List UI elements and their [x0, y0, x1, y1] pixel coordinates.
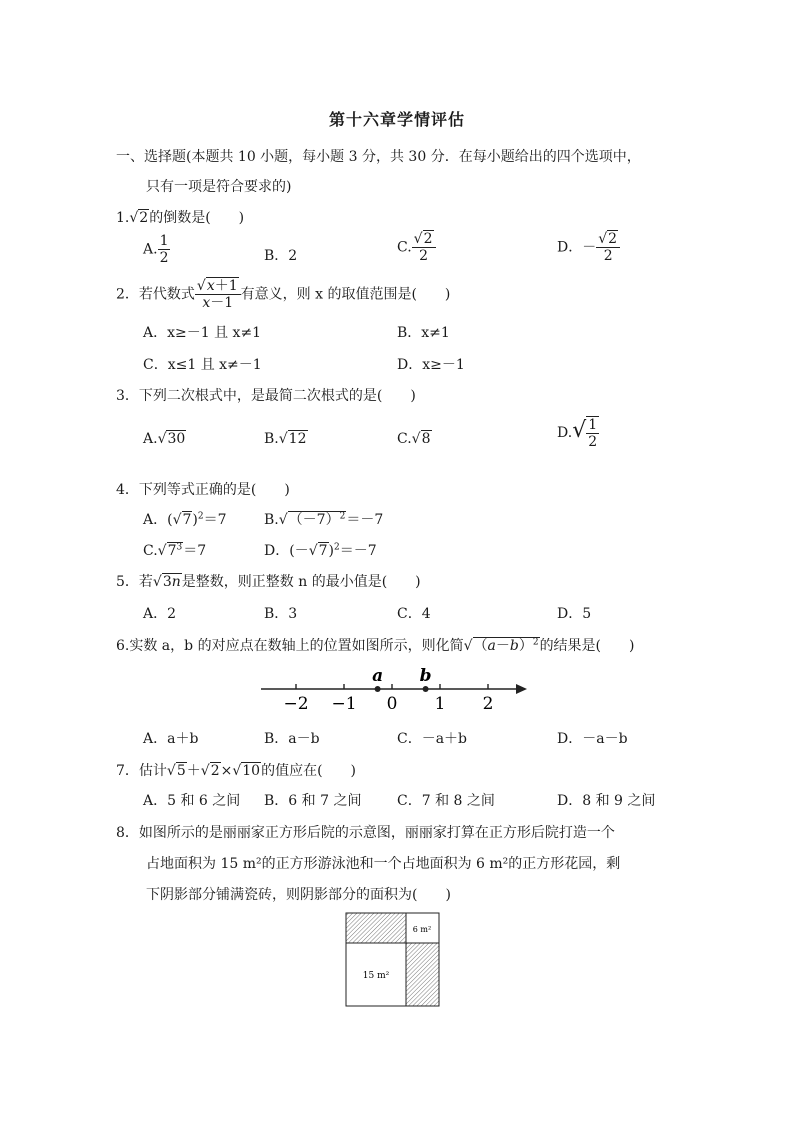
q5-option-c[interactable]: C．4 — [397, 606, 431, 622]
q4-option-a[interactable]: A．$(√7)^2=7$ — [143, 511, 227, 528]
question-7-stem: 7．估计√5＋√2×√10的值应在( ) — [116, 763, 357, 779]
q7-option-d[interactable]: D．8 和 9 之间 — [557, 793, 656, 809]
q7-stem-a: 7．估计 — [116, 763, 167, 779]
q1-option-d[interactable]: D．－ $\frac{√2}{2}$ — [557, 231, 620, 264]
question-4-stem: 4．下列等式正确的是( ) — [116, 482, 290, 498]
q7-option-c[interactable]: C．7 和 8 之间 — [397, 793, 495, 809]
q3-option-d[interactable]: D.√ $\frac{1}{2}$ — [557, 417, 598, 451]
q6-stem-b: 的结果是( ) — [539, 638, 635, 654]
q5-option-a[interactable]: A．2 — [143, 606, 177, 622]
q4-option-d[interactable]: D．$(-√7)^2=-7$ — [264, 542, 377, 559]
q5-stem-b: 是整数，则正整数 n 的最小值是( ) — [181, 574, 421, 590]
q5-option-d[interactable]: D．5 — [557, 606, 592, 622]
tick-label: 0 — [386, 694, 398, 714]
q7-stem-b: 的值应在( ) — [261, 763, 357, 779]
q1-option-b[interactable]: B．2 — [264, 248, 298, 264]
question-8-line3: 下阴影部分铺满瓷砖，则阴影部分的面积为( ) — [146, 887, 451, 903]
tick-label: 1 — [434, 694, 446, 714]
q2-stem-a: 2．若代数式 — [116, 286, 195, 303]
section-header: 一、选择题(本题共 10 小题，每小题 3 分，共 30 分．在每小题给出的四个选项中， — [116, 149, 641, 165]
q2-option-a[interactable]: A．x≥－1 且 x≠1 — [143, 325, 262, 341]
q1-number: 1. — [116, 210, 130, 226]
q5-stem-a: 5．若 — [116, 574, 153, 590]
question-8-line2: 占地面积为 15 m²的正方形游泳池和一个占地面积为 6 m²的正方形花园，剩 — [146, 856, 621, 872]
q3-option-b[interactable]: B.√12 — [264, 431, 307, 447]
q2-stem-b: 有意义，则 x 的取值范围是( ) — [240, 286, 451, 303]
tick-label: 2 — [482, 694, 494, 714]
q2-option-d[interactable]: D．x≥－1 — [397, 357, 465, 373]
question-5-stem: 5．若√3n是整数，则正整数 n 的最小值是( ) — [116, 574, 421, 590]
pool-area-label: 15 m² — [362, 971, 390, 981]
point-a-label: a — [372, 666, 384, 686]
tick-label: −2 — [283, 694, 309, 714]
q1-option-a[interactable]: A. $\frac{1}{2}$ — [143, 233, 169, 267]
question-2-stem: 2．若代数式 $\frac{√x+1}{x-1}$ 有意义，则 x 的取值范围是( ) — [116, 278, 451, 312]
backyard-figure — [345, 912, 440, 1007]
q7-option-a[interactable]: A．5 和 6 之间 — [143, 793, 241, 809]
question-3-stem: 3．下列二次根式中，是最简二次根式的是( ) — [116, 388, 416, 404]
page-title: 第十六章学情评估 — [328, 110, 465, 129]
section-header-cont: 只有一项是符合要求的) — [146, 179, 292, 195]
q6-stem-a: 6.实数 a，b 的对应点在数轴上的位置如图所示，则化简 — [116, 638, 464, 654]
q3-option-c[interactable]: C.√8 — [397, 431, 431, 447]
q7-option-b[interactable]: B．6 和 7 之间 — [264, 793, 362, 809]
q2-option-c[interactable]: C．x≤1 且 x≠－1 — [143, 357, 262, 373]
q6-option-d[interactable]: D．－a－b — [557, 731, 628, 747]
point-a — [375, 686, 381, 692]
q5-option-b[interactable]: B．3 — [264, 606, 298, 622]
q1-stem-text: 的倒数是( ) — [149, 210, 245, 226]
shaded-region-top — [346, 913, 406, 943]
question-6-stem: 6.实数 a，b 的对应点在数轴上的位置如图所示，则化简$√(a-b)^2$的结果是( ) — [116, 637, 635, 654]
q6-option-c[interactable]: C．－a＋b — [397, 731, 468, 747]
tick-label: −1 — [331, 694, 357, 714]
q4-option-c[interactable]: $C.√7^3=7$ — [143, 542, 207, 559]
q6-option-a[interactable]: A．a＋b — [143, 731, 199, 747]
q6-option-b[interactable]: B．a－b — [264, 731, 320, 747]
point-b — [423, 686, 429, 692]
question-1-stem: 1.√2的倒数是( ) — [116, 210, 245, 226]
q1-option-c[interactable]: C. $\frac{√2}{2}$ — [397, 231, 436, 264]
q1-d-prefix: D．－ — [557, 239, 597, 256]
arrow-right-icon — [516, 684, 527, 694]
number-line-figure — [255, 662, 535, 714]
q3-option-a[interactable]: A.√30 — [143, 431, 186, 447]
garden-area-label: 6 m² — [412, 925, 432, 934]
point-b-label: b — [419, 666, 432, 686]
q2-option-b[interactable]: B．x≠1 — [397, 325, 450, 341]
question-8-line1: 8．如图所示的是丽丽家正方形后院的示意图，丽丽家打算在正方形后院打造一个 — [116, 825, 615, 841]
q4-option-b[interactable]: $B.√(-7)^2=-7$ — [264, 511, 384, 528]
sqrt-icon: √ — [129, 210, 139, 226]
shaded-region-right — [406, 943, 439, 1006]
